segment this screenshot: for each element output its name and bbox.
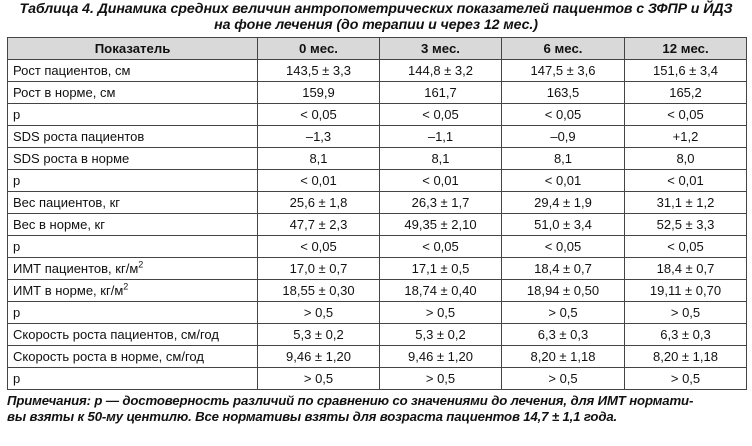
table-row	[8, 302, 747, 324]
value-cell: > 0,5	[625, 302, 747, 324]
value-cell: 143,5 ± 3,3	[258, 60, 380, 82]
value-cell: 18,94 ± 0,50	[502, 280, 625, 302]
row-label: p	[8, 368, 258, 390]
value-cell: 8,20 ± 1,18	[625, 346, 747, 368]
value-cell: 18,4 ± 0,7	[502, 258, 625, 280]
table-row	[8, 236, 747, 258]
value-cell: < 0,05	[258, 236, 380, 258]
row-label: Рост пациентов, см	[8, 60, 258, 82]
value-cell: 51,0 ± 3,4	[502, 214, 625, 236]
table-row	[8, 214, 747, 236]
caption-line-1: Таблица 4. Динамика средних величин антропометрических показателей пациентов с ЗФПР и ЙДЗ	[19, 1, 733, 17]
value-cell: 6,3 ± 0,3	[625, 324, 747, 346]
table-row	[8, 148, 747, 170]
value-cell: 8,1	[502, 148, 625, 170]
value-cell: > 0,5	[380, 302, 502, 324]
value-cell: 147,5 ± 3,6	[502, 60, 625, 82]
value-cell: 163,5	[502, 82, 625, 104]
value-cell: < 0,01	[625, 170, 747, 192]
table-row	[8, 280, 747, 302]
value-cell: –1,3	[258, 126, 380, 148]
value-cell: 151,6 ± 3,4	[625, 60, 747, 82]
value-cell: 52,5 ± 3,3	[625, 214, 747, 236]
row-label: Скорость роста в норме, см/год	[8, 346, 258, 368]
value-cell: 144,8 ± 3,2	[380, 60, 502, 82]
value-cell: 8,0	[625, 148, 747, 170]
value-cell: 8,1	[380, 148, 502, 170]
row-label-text: ИМТ пациентов, кг/м	[13, 261, 139, 276]
table-row	[8, 60, 747, 82]
value-cell: +1,2	[625, 126, 747, 148]
table-caption	[0, 0, 752, 37]
value-cell: 31,1 ± 1,2	[625, 192, 747, 214]
value-cell: 165,2	[625, 82, 747, 104]
table-row	[8, 346, 747, 368]
table-row	[8, 104, 747, 126]
header-0-months: 0 мес.	[258, 38, 380, 60]
value-cell: < 0,05	[258, 104, 380, 126]
value-cell: < 0,05	[380, 104, 502, 126]
row-label-superscript: 2	[138, 259, 144, 270]
header-6-months: 6 мес.	[502, 38, 625, 60]
row-label: p	[8, 104, 258, 126]
row-label: Скорость роста пациентов, см/год	[8, 324, 258, 346]
table-row	[8, 192, 747, 214]
value-cell: < 0,05	[502, 236, 625, 258]
value-cell: > 0,5	[258, 368, 380, 390]
header-indicator: Показатель	[8, 38, 258, 60]
table-body	[8, 60, 747, 390]
value-cell: 161,7	[380, 82, 502, 104]
value-cell: < 0,01	[380, 170, 502, 192]
table-row	[8, 170, 747, 192]
value-cell: 49,35 ± 2,10	[380, 214, 502, 236]
value-cell: < 0,05	[625, 104, 747, 126]
value-cell: 9,46 ± 1,20	[380, 346, 502, 368]
value-cell: < 0,01	[258, 170, 380, 192]
value-cell: 8,20 ± 1,18	[502, 346, 625, 368]
value-cell: 29,4 ± 1,9	[502, 192, 625, 214]
note-line-2: вы взяты к 50-му центилю. Все нормативы взяты для возраста пациентов 14,7 ± 1,1 года.	[7, 409, 618, 424]
table-row	[8, 258, 747, 280]
value-cell: 18,74 ± 0,40	[380, 280, 502, 302]
row-label: Вес пациентов, кг	[8, 192, 258, 214]
value-cell: 18,55 ± 0,30	[258, 280, 380, 302]
value-cell: 159,9	[258, 82, 380, 104]
row-label: SDS роста в норме	[8, 148, 258, 170]
value-cell: > 0,5	[502, 302, 625, 324]
value-cell: < 0,01	[502, 170, 625, 192]
value-cell: 18,4 ± 0,7	[625, 258, 747, 280]
value-cell: 5,3 ± 0,2	[258, 324, 380, 346]
value-cell: > 0,5	[625, 368, 747, 390]
value-cell: > 0,5	[258, 302, 380, 324]
row-label: Рост в норме, см	[8, 82, 258, 104]
anthropometry-table	[7, 37, 747, 390]
value-cell: 17,0 ± 0,7	[258, 258, 380, 280]
value-cell: < 0,05	[502, 104, 625, 126]
row-label: p	[8, 302, 258, 324]
value-cell: > 0,5	[502, 368, 625, 390]
table-header-row	[8, 38, 747, 60]
value-cell: 47,7 ± 2,3	[258, 214, 380, 236]
row-label: SDS роста пациентов	[8, 126, 258, 148]
table-row	[8, 324, 747, 346]
caption-line-2: на фоне лечения (до терапии и через 12 мес.)	[214, 17, 538, 33]
value-cell: –1,1	[380, 126, 502, 148]
row-label: p	[8, 236, 258, 258]
value-cell: < 0,05	[380, 236, 502, 258]
value-cell: 19,11 ± 0,70	[625, 280, 747, 302]
row-label	[8, 280, 258, 302]
value-cell: 9,46 ± 1,20	[258, 346, 380, 368]
value-cell: 25,6 ± 1,8	[258, 192, 380, 214]
value-cell: 8,1	[258, 148, 380, 170]
value-cell: 26,3 ± 1,7	[380, 192, 502, 214]
table-row	[8, 82, 747, 104]
table-row	[8, 368, 747, 390]
row-label: p	[8, 170, 258, 192]
value-cell: 6,3 ± 0,3	[502, 324, 625, 346]
table-note	[7, 390, 747, 425]
header-3-months: 3 мес.	[380, 38, 502, 60]
value-cell: < 0,05	[625, 236, 747, 258]
value-cell: > 0,5	[380, 368, 502, 390]
value-cell: 17,1 ± 0,5	[380, 258, 502, 280]
row-label	[8, 258, 258, 280]
value-cell: 5,3 ± 0,2	[380, 324, 502, 346]
row-label-superscript: 2	[123, 281, 129, 292]
table-row	[8, 126, 747, 148]
value-cell: –0,9	[502, 126, 625, 148]
note-line-1: Примечания: p — достоверность различий по сравнению со значениями до лечения, для ИМТ нормати-	[7, 393, 694, 408]
row-label-text: ИМТ в норме, кг/м	[13, 283, 124, 298]
header-12-months: 12 мес.	[625, 38, 747, 60]
row-label: Вес в норме, кг	[8, 214, 258, 236]
